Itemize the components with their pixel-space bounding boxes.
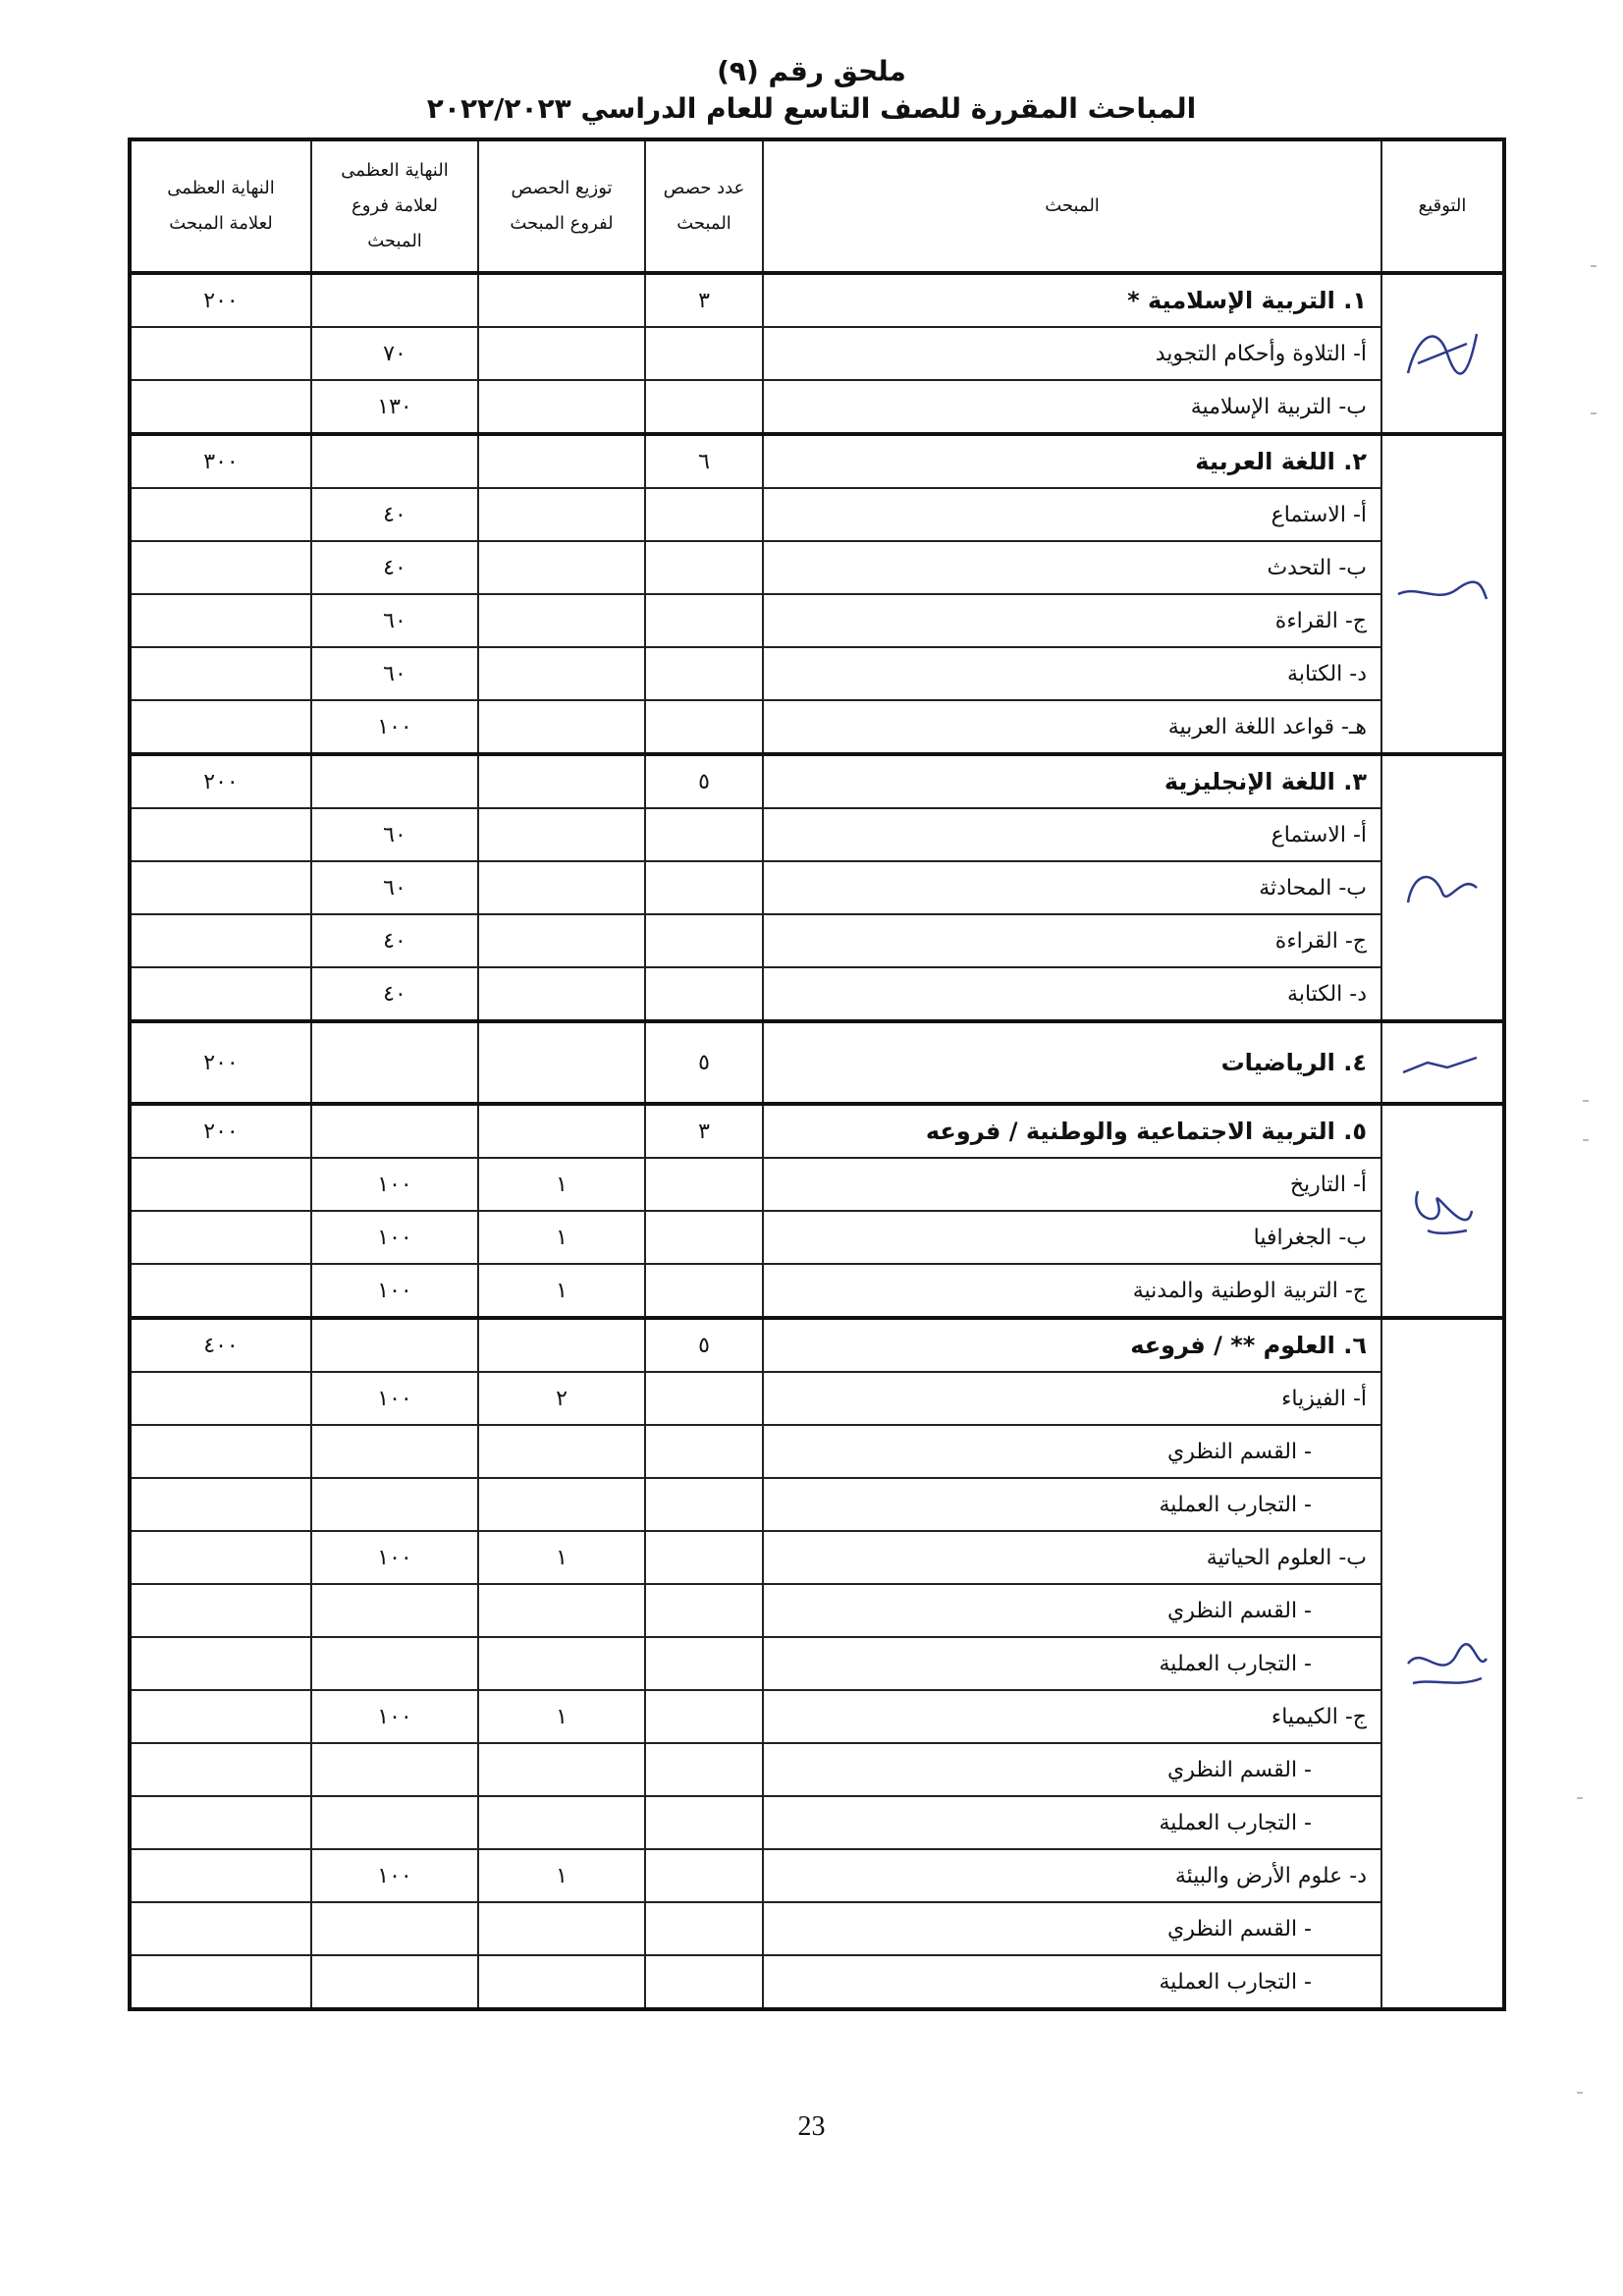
table-body: [130, 273, 1504, 2009]
subject-periods: ٥: [645, 1021, 763, 1104]
branch-max: ٤٠: [311, 488, 478, 541]
periods-cell: [645, 808, 763, 861]
subject-max-cell: [130, 1796, 311, 1849]
subject-periods: ٥: [645, 754, 763, 808]
subject-max-cell: [130, 1955, 311, 2009]
subject-max-cell: [130, 647, 311, 700]
subject-row: [130, 1318, 1504, 1372]
branch-distribution: [478, 1902, 645, 1955]
periods-cell: [645, 647, 763, 700]
branch-distribution: [478, 808, 645, 861]
periods-cell: [645, 861, 763, 914]
signature-cell: [1381, 434, 1504, 754]
subject-max-cell: [130, 700, 311, 754]
branch-distribution: ١: [478, 1531, 645, 1584]
branch-name: ج- القراءة: [763, 594, 1381, 647]
branch-name: ج- القراءة: [763, 914, 1381, 967]
margin-mark: [1577, 2092, 1583, 2094]
periods-cell: [645, 1955, 763, 2009]
periods-cell: [645, 1690, 763, 1743]
branch-distribution: [478, 1637, 645, 1690]
subject-max-cell: [130, 967, 311, 1021]
branch-name: - القسم النظري: [763, 1743, 1381, 1796]
branch-row: [130, 1531, 1504, 1584]
margin-mark: [1583, 1139, 1589, 1141]
periods-cell: [645, 1264, 763, 1318]
branch-row: [130, 1849, 1504, 1902]
branch-distribution: [478, 861, 645, 914]
branch-max-cell: [311, 434, 478, 488]
annex-title: ملحق رقم (٩): [717, 55, 906, 87]
subject-name: ٦. العلوم ** / فروعه: [763, 1318, 1381, 1372]
branch-max: ١٠٠: [311, 1372, 478, 1425]
subject-max-cell: [130, 914, 311, 967]
periods-cell: [645, 327, 763, 380]
subject-max-cell: [130, 541, 311, 594]
margin-mark: [1583, 1100, 1589, 1102]
subject-max-cell: [130, 1211, 311, 1264]
branch-row: [130, 594, 1504, 647]
margin-mark: [1577, 1797, 1583, 1799]
periods-cell: [645, 380, 763, 434]
branch-name: أ- الفيزياء: [763, 1372, 1381, 1425]
branch-distribution: ١: [478, 1211, 645, 1264]
col-subject: المبحث: [763, 139, 1381, 273]
branch-row: [130, 541, 1504, 594]
branch-row: [130, 488, 1504, 541]
subject-name: ١. التربية الإسلامية *: [763, 273, 1381, 327]
branch-row: [130, 808, 1504, 861]
subject-max-cell: [130, 1158, 311, 1211]
handwritten-signature: [1388, 1624, 1496, 1703]
branch-name: - القسم النظري: [763, 1584, 1381, 1637]
subject-max-cell: [130, 1637, 311, 1690]
branch-name: ب- المحادثة: [763, 861, 1381, 914]
branch-distribution: [478, 594, 645, 647]
branch-name: ب- التحدث: [763, 541, 1381, 594]
branch-max: ١٣٠: [311, 380, 478, 434]
distribution-cell: [478, 754, 645, 808]
subject-max: ٢٠٠: [130, 273, 311, 327]
periods-cell: [645, 488, 763, 541]
branch-name: - التجارب العملية: [763, 1955, 1381, 2009]
branch-name: أ- الاستماع: [763, 488, 1381, 541]
subject-max-cell: [130, 488, 311, 541]
branch-max: [311, 1637, 478, 1690]
periods-cell: [645, 1637, 763, 1690]
branch-max: ٦٠: [311, 647, 478, 700]
branch-distribution: [478, 1743, 645, 1796]
branch-distribution: [478, 1478, 645, 1531]
branch-max-cell: [311, 1021, 478, 1104]
page-number: 23: [797, 2111, 826, 2142]
branch-row: [130, 1211, 1504, 1264]
subject-periods: ٥: [645, 1318, 763, 1372]
periods-cell: [645, 1531, 763, 1584]
periods-cell: [645, 541, 763, 594]
subject-max-cell: [130, 1849, 311, 1902]
branch-max-cell: [311, 273, 478, 327]
branch-name: أ- الاستماع: [763, 808, 1381, 861]
periods-cell: [645, 1478, 763, 1531]
branch-row: [130, 1584, 1504, 1637]
branch-row: [130, 700, 1504, 754]
periods-cell: [645, 1211, 763, 1264]
subject-max-cell: [130, 1264, 311, 1318]
subject-row: [130, 754, 1504, 808]
periods-cell: [645, 1158, 763, 1211]
branch-distribution: [478, 488, 645, 541]
subject-name: ٤. الرياضيات: [763, 1021, 1381, 1104]
periods-cell: [645, 1425, 763, 1478]
branch-max-cell: [311, 1104, 478, 1158]
branch-distribution: [478, 1584, 645, 1637]
subject-max-cell: [130, 594, 311, 647]
subject-row: [130, 434, 1504, 488]
handwritten-signature: [1388, 1023, 1496, 1102]
branch-name: أ- التاريخ: [763, 1158, 1381, 1211]
distribution-cell: [478, 1021, 645, 1104]
subject-max-cell: [130, 1743, 311, 1796]
branch-row: [130, 861, 1504, 914]
branch-max: ٤٠: [311, 967, 478, 1021]
branch-distribution: [478, 1796, 645, 1849]
branch-name: هـ- قواعد اللغة العربية: [763, 700, 1381, 754]
subject-max-cell: [130, 1478, 311, 1531]
signature-cell: [1381, 1104, 1504, 1318]
branch-row: [130, 1796, 1504, 1849]
branch-max: [311, 1796, 478, 1849]
subject-max: ٤٠٠: [130, 1318, 311, 1372]
subject-max: ٢٠٠: [130, 1021, 311, 1104]
branch-row: [130, 1637, 1504, 1690]
branch-row: [130, 647, 1504, 700]
periods-cell: [645, 914, 763, 967]
subject-max-cell: [130, 1425, 311, 1478]
branch-max: [311, 1743, 478, 1796]
branch-distribution: ١: [478, 1690, 645, 1743]
branch-max: ١٠٠: [311, 1849, 478, 1902]
branch-name: د- الكتابة: [763, 647, 1381, 700]
branch-name: ب- التربية الإسلامية: [763, 380, 1381, 434]
branch-row: [130, 1955, 1504, 2009]
branch-max: [311, 1584, 478, 1637]
branch-name: ج- التربية الوطنية والمدنية: [763, 1264, 1381, 1318]
branch-max: [311, 1478, 478, 1531]
branch-max: [311, 1955, 478, 2009]
branch-distribution: ١: [478, 1849, 645, 1902]
branch-distribution: [478, 327, 645, 380]
subjects-table: [128, 137, 1506, 2011]
branch-distribution: [478, 647, 645, 700]
branch-max: ١٠٠: [311, 1531, 478, 1584]
branch-max: ١٠٠: [311, 1690, 478, 1743]
margin-mark: [1591, 265, 1596, 267]
signature-cell: [1381, 1021, 1504, 1104]
handwritten-signature: [1388, 848, 1496, 927]
branch-max: ١٠٠: [311, 1264, 478, 1318]
handwritten-signature: [1388, 1172, 1496, 1250]
subject-max-cell: [130, 861, 311, 914]
branch-max: ١٠٠: [311, 1158, 478, 1211]
table-header-row: [130, 139, 1504, 273]
branch-max: [311, 1425, 478, 1478]
subject-name: ٢. اللغة العربية: [763, 434, 1381, 488]
branch-name: ب- الجغرافيا: [763, 1211, 1381, 1264]
distribution-cell: [478, 1318, 645, 1372]
signature-cell: [1381, 273, 1504, 434]
branch-name: أ- التلاوة وأحكام التجويد: [763, 327, 1381, 380]
col-branch-max: النهاية العظمى لعلامة فروع المبحث: [311, 139, 478, 273]
col-distribution: توزيع الحصص لفروع المبحث: [478, 139, 645, 273]
branch-max: ٤٠: [311, 541, 478, 594]
handwritten-signature: [1388, 555, 1496, 633]
subject-name: ٣. اللغة الإنجليزية: [763, 754, 1381, 808]
handwritten-signature: [1388, 314, 1496, 393]
branch-max: ٧٠: [311, 327, 478, 380]
branch-distribution: ٢: [478, 1372, 645, 1425]
branch-distribution: [478, 541, 645, 594]
col-subject-max: النهاية العظمى لعلامة المبحث: [130, 139, 311, 273]
branch-distribution: [478, 1425, 645, 1478]
subject-max-cell: [130, 1584, 311, 1637]
distribution-cell: [478, 1104, 645, 1158]
subject-name: ٥. التربية الاجتماعية والوطنية / فروعه: [763, 1104, 1381, 1158]
branch-row: [130, 1372, 1504, 1425]
periods-cell: [645, 1584, 763, 1637]
subject-max-cell: [130, 327, 311, 380]
subject-max: ٢٠٠: [130, 754, 311, 808]
branch-max: ٦٠: [311, 594, 478, 647]
branch-max: [311, 1902, 478, 1955]
signature-cell: [1381, 754, 1504, 1021]
col-periods: عدد حصص المبحث: [645, 139, 763, 273]
branch-name: د- علوم الأرض والبيئة: [763, 1849, 1381, 1902]
branch-distribution: [478, 700, 645, 754]
subject-row: [130, 273, 1504, 327]
branch-name: ب- العلوم الحياتية: [763, 1531, 1381, 1584]
branch-max: ٦٠: [311, 808, 478, 861]
branch-distribution: ١: [478, 1158, 645, 1211]
branch-row: [130, 1478, 1504, 1531]
periods-cell: [645, 1372, 763, 1425]
subject-max: ٢٠٠: [130, 1104, 311, 1158]
branch-distribution: [478, 380, 645, 434]
periods-cell: [645, 700, 763, 754]
branch-row: [130, 1902, 1504, 1955]
periods-cell: [645, 1796, 763, 1849]
branch-name: - التجارب العملية: [763, 1796, 1381, 1849]
periods-cell: [645, 1902, 763, 1955]
branch-distribution: [478, 914, 645, 967]
subject-max-cell: [130, 1531, 311, 1584]
distribution-cell: [478, 273, 645, 327]
signature-cell: [1381, 1318, 1504, 2009]
branch-name: د- الكتابة: [763, 967, 1381, 1021]
subject-max: ٣٠٠: [130, 434, 311, 488]
subject-max-cell: [130, 1372, 311, 1425]
branch-row: [130, 1743, 1504, 1796]
branch-max-cell: [311, 754, 478, 808]
branch-max: ٤٠: [311, 914, 478, 967]
col-signature: التوقيع: [1381, 139, 1504, 273]
document-title: المباحث المقررة للصف التاسع للعام الدراسي ٢٠٢٢/٢٠٢٣: [426, 92, 1197, 125]
periods-cell: [645, 1849, 763, 1902]
branch-row: [130, 1690, 1504, 1743]
distribution-cell: [478, 434, 645, 488]
margin-mark: [1591, 412, 1596, 414]
branch-row: [130, 1158, 1504, 1211]
subject-row: [130, 1104, 1504, 1158]
subject-max-cell: [130, 1690, 311, 1743]
branch-max: ١٠٠: [311, 700, 478, 754]
branch-row: [130, 380, 1504, 434]
subject-periods: ٦: [645, 434, 763, 488]
branch-max: ١٠٠: [311, 1211, 478, 1264]
periods-cell: [645, 594, 763, 647]
branch-name: - القسم النظري: [763, 1902, 1381, 1955]
branch-distribution: [478, 1955, 645, 2009]
branch-row: [130, 1425, 1504, 1478]
branch-distribution: [478, 967, 645, 1021]
branch-row: [130, 967, 1504, 1021]
periods-cell: [645, 967, 763, 1021]
branch-max: ٦٠: [311, 861, 478, 914]
branch-distribution: ١: [478, 1264, 645, 1318]
periods-cell: [645, 1743, 763, 1796]
subject-periods: ٣: [645, 273, 763, 327]
subject-max-cell: [130, 380, 311, 434]
branch-row: [130, 914, 1504, 967]
branch-row: [130, 327, 1504, 380]
branch-max-cell: [311, 1318, 478, 1372]
branch-name: - التجارب العملية: [763, 1478, 1381, 1531]
subject-max-cell: [130, 808, 311, 861]
branch-name: - القسم النظري: [763, 1425, 1381, 1478]
subject-max-cell: [130, 1902, 311, 1955]
branch-row: [130, 1264, 1504, 1318]
branch-name: ج- الكيمياء: [763, 1690, 1381, 1743]
subject-row: [130, 1021, 1504, 1104]
subject-periods: ٣: [645, 1104, 763, 1158]
branch-name: - التجارب العملية: [763, 1637, 1381, 1690]
